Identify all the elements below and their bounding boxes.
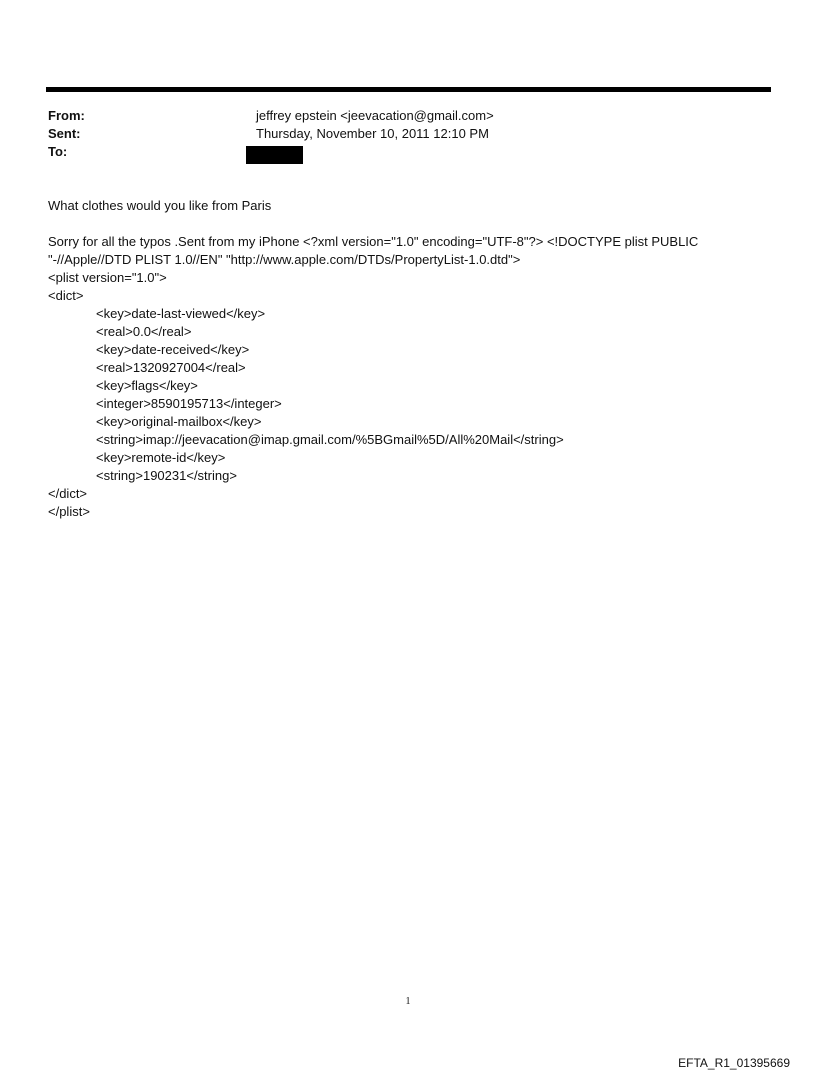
document-id: EFTA_R1_01395669 xyxy=(678,1056,790,1070)
to-label: To: xyxy=(48,144,68,159)
page-number: 1 xyxy=(405,996,411,1007)
plist-close-tag: </plist> xyxy=(48,504,90,519)
message-intro: Sorry for all the typos .Sent from my iPhone <?xml version="1.0" encoding="UTF-8"?> <!DOCTYPE plist PUBLIC "-//Apple//DTD PLIST 1.0//EN" "http://www.apple.com/DTDs/PropertyList-1.0.dtd"> xyxy=(48,234,699,267)
message-subject-line: What clothes would you like from Paris xyxy=(48,198,272,213)
plist-entry: <key>flags</key> xyxy=(96,378,198,393)
sent-label: Sent: xyxy=(48,126,81,141)
plist-entry: <string>imap://jeevacation@imap.gmail.com/%5BGmail%5D/All%20Mail</string> xyxy=(96,432,564,447)
plist-entry: <integer>8590195713</integer> xyxy=(96,396,282,411)
plist-entry: <real>0.0</real> xyxy=(96,324,192,339)
email-body xyxy=(48,197,738,521)
plist-entry: <key>original-mailbox</key> xyxy=(96,414,262,429)
sent-row xyxy=(48,125,768,143)
from-label: From: xyxy=(48,108,85,123)
dict-open-tag: <dict> xyxy=(48,288,84,303)
dict-close-tag: </dict> xyxy=(48,486,88,501)
plist-entry: <key>date-last-viewed</key> xyxy=(96,306,266,321)
plist-entry: <key>date-received</key> xyxy=(96,342,250,357)
redaction-box xyxy=(246,146,303,164)
sent-value: Thursday, November 10, 2011 12:10 PM xyxy=(256,126,489,141)
to-row xyxy=(48,143,768,161)
header-divider xyxy=(46,87,771,92)
plist-open-tag: <plist version="1.0"> xyxy=(48,270,167,285)
plist-entry: <string>190231</string> xyxy=(96,468,237,483)
from-value: jeffrey epstein <jeevacation@gmail.com> xyxy=(256,108,494,123)
from-row xyxy=(48,107,768,125)
plist-entry: <key>remote-id</key> xyxy=(96,450,226,465)
email-header xyxy=(48,107,768,161)
plist-entry: <real>1320927004</real> xyxy=(96,360,246,375)
